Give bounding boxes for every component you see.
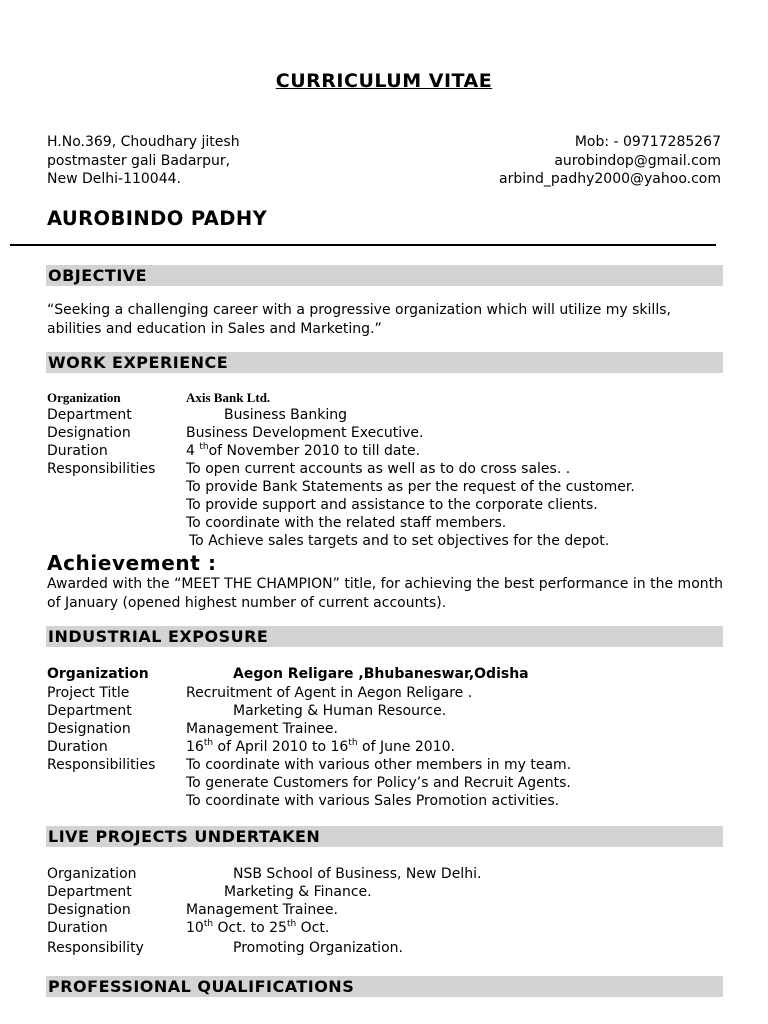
ind-resp-item: To coordinate with various Sales Promotion activities. xyxy=(186,793,560,809)
work-duration-label: Duration xyxy=(47,443,108,459)
work-org-label: Organization xyxy=(47,390,121,405)
live-duration-label: Duration xyxy=(47,920,108,936)
work-dept-label: Department xyxy=(47,407,132,423)
ind-resp-item: To coordinate with various other members in my team. xyxy=(186,757,572,773)
address-block xyxy=(47,133,240,189)
work-resp-item: To Achieve sales targets and to set objectives for the depot. xyxy=(189,533,610,549)
candidate-name: AUROBINDO PADHY xyxy=(47,207,268,230)
address-line: H.No.369, Choudhary jitesh xyxy=(47,134,240,150)
divider xyxy=(10,244,716,246)
live-dept-value: Marketing & Finance. xyxy=(224,884,372,900)
work-resp-item: To coordinate with the related staff members. xyxy=(186,515,507,531)
ind-dept-value: Marketing & Human Resource. xyxy=(233,703,447,719)
mobile-number: Mob: - 09717285267 xyxy=(574,134,721,150)
email-primary: aurobindop@gmail.com xyxy=(554,152,721,169)
ind-desig-value: Management Trainee. xyxy=(186,721,338,737)
section-heading: PROFESSIONAL QUALIFICATIONS xyxy=(48,977,355,996)
ind-resp-item: To generate Customers for Policy’s and Recruit Agents. xyxy=(186,775,571,791)
achievement-heading: Achievement : xyxy=(47,551,217,575)
section-industrial-exposure xyxy=(46,626,723,647)
work-desig-value: Business Development Executive. xyxy=(186,425,424,441)
section-heading: INDUSTRIAL EXPOSURE xyxy=(48,627,269,646)
ind-duration-value: 16th of April 2010 to 16th of June 2010. xyxy=(186,738,455,755)
section-heading: LIVE PROJECTS UNDERTAKEN xyxy=(48,827,321,846)
email-secondary: arbind_padhy2000@yahoo.com xyxy=(499,171,721,187)
live-resp-label: Responsibility xyxy=(47,940,144,956)
section-objective xyxy=(46,265,723,286)
objective-text: “Seeking a challenging career with a progressive organization which will utilize my skills, abilities and education in Sales and Marketing.” xyxy=(47,302,671,337)
section-live-projects xyxy=(46,826,723,847)
address-line: postmaster gali Badarpur, xyxy=(47,152,231,169)
work-org-value: Axis Bank Ltd. xyxy=(186,390,271,405)
ind-duration-label: Duration xyxy=(47,739,108,755)
work-resp-label: Responsibilities xyxy=(47,461,156,477)
achievement-text: Awarded with the “MEET THE CHAMPION” title, for achieving the best performance in the month of January (opened highest number of current accounts). xyxy=(47,576,723,611)
work-duration-value: 4 $^{th}$of November 2010 to till date. xyxy=(186,442,421,459)
document-title: CURRICULUM VITAE xyxy=(275,70,493,92)
live-org-value: NSB School of Business, New Delhi. xyxy=(233,866,482,882)
ind-resp-label: Responsibilities xyxy=(47,757,156,773)
live-desig-value: Management Trainee. xyxy=(186,902,338,918)
live-resp-value: Promoting Organization. xyxy=(233,940,403,956)
work-resp-item: To open current accounts as well as to do cross sales. . xyxy=(186,461,571,477)
live-org-label: Organization xyxy=(47,866,137,882)
work-resp-item: To provide Bank Statements as per the request of the customer. xyxy=(186,479,635,495)
section-work-experience xyxy=(46,352,723,373)
live-dept-label: Department xyxy=(47,884,132,900)
contact-block xyxy=(499,133,721,189)
work-desig-label: Designation xyxy=(47,425,131,441)
address-line: New Delhi-110044. xyxy=(47,171,181,187)
section-heading: OBJECTIVE xyxy=(48,266,148,285)
ind-dept-label: Department xyxy=(47,703,132,719)
ind-desig-label: Designation xyxy=(47,721,131,737)
live-duration-value: 10th Oct. to 25th Oct. xyxy=(186,919,330,936)
ind-project-value: Recruitment of Agent in Aegon Religare . xyxy=(186,685,473,701)
live-desig-label: Designation xyxy=(47,902,131,918)
ind-org-label: Organization xyxy=(47,666,149,682)
work-resp-item: To provide support and assistance to the corporate clients. xyxy=(186,497,598,513)
ind-org-value: Aegon Religare ,Bhubaneswar,Odisha xyxy=(233,666,529,682)
work-dept-value: Business Banking xyxy=(224,407,347,423)
section-heading: WORK EXPERIENCE xyxy=(48,353,229,372)
ind-project-label: Project Title xyxy=(47,685,130,701)
section-professional-qualifications xyxy=(46,976,723,997)
